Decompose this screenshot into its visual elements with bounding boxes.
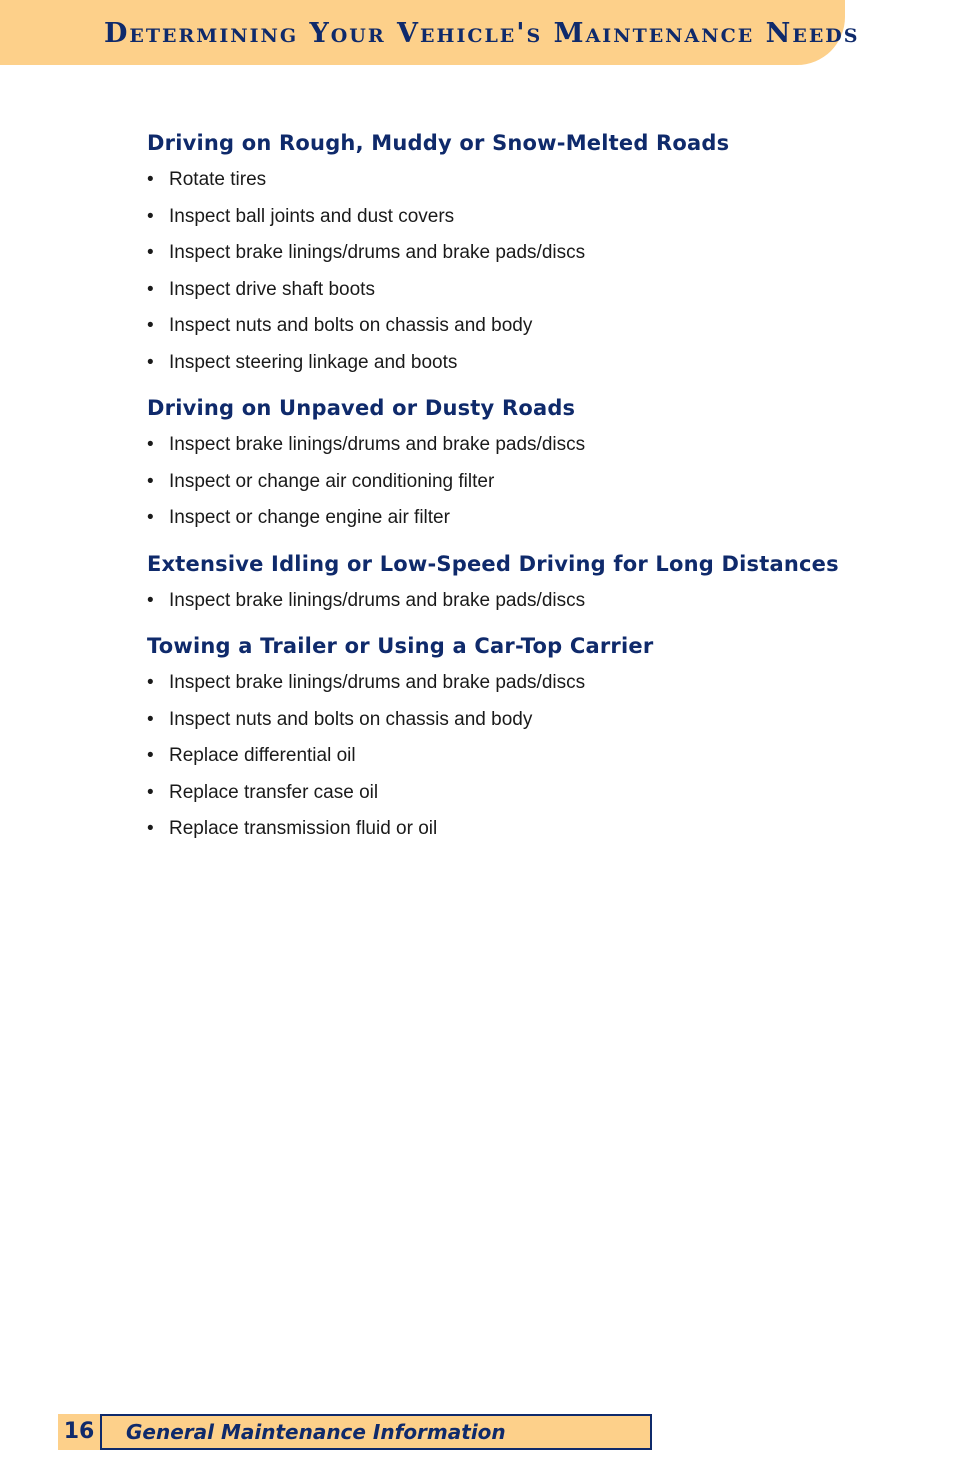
item-list [147, 162, 867, 381]
list-item [147, 235, 867, 272]
list-item [147, 308, 867, 345]
bullet-icon [147, 702, 169, 739]
section-heading: Driving on Rough, Muddy or Snow-Melted Roads [147, 131, 730, 155]
page-footer [58, 1414, 653, 1450]
bullet-icon [147, 811, 169, 848]
bullet-icon [147, 345, 169, 382]
item-list [147, 583, 867, 620]
list-item-text: Inspect nuts and bolts on chassis and body [169, 708, 533, 730]
list-item-text: Inspect brake linings/drums and brake pads/discs [169, 672, 586, 693]
list-item-text: Inspect ball joints and dust covers [169, 205, 455, 227]
bullet-icon [147, 665, 169, 702]
bullet-icon [147, 235, 169, 272]
section-rough-roads [147, 124, 867, 381]
list-item-text: Inspect or change air conditioning filter [169, 470, 495, 492]
list-item [147, 811, 867, 848]
bullet-icon [147, 464, 169, 501]
list-item-text: Replace transmission fluid or oil [169, 818, 438, 839]
bullet-icon [147, 272, 169, 309]
list-item [147, 738, 867, 775]
list-item-text: Inspect drive shaft boots [169, 278, 375, 300]
section-idling [147, 545, 867, 620]
section-heading: Extensive Idling or Low-Speed Driving for Long Distances [147, 551, 839, 576]
main-content [147, 124, 867, 848]
list-item [147, 583, 867, 620]
footer-section-label: General Maintenance Information [126, 1420, 506, 1444]
page-number: 16 [58, 1414, 100, 1450]
bullet-icon [147, 199, 169, 236]
list-item [147, 665, 867, 702]
item-list [147, 665, 867, 848]
bullet-icon [147, 583, 169, 620]
bullet-icon [147, 427, 169, 464]
page-title: Determining Your Vehicle's Maintenance Needs [104, 18, 860, 49]
list-item [147, 345, 867, 382]
section-heading: Towing a Trailer or Using a Car-Top Carrier [147, 634, 654, 658]
list-item [147, 199, 867, 236]
bullet-icon [147, 738, 169, 775]
list-item [147, 272, 867, 309]
section-dusty-roads [147, 389, 867, 537]
list-item-text: Inspect steering linkage and boots [169, 351, 458, 373]
section-heading: Driving on Unpaved or Dusty Roads [147, 396, 576, 420]
list-item-text: Inspect nuts and bolts on chassis and body [169, 315, 533, 336]
section-towing [147, 627, 867, 848]
list-item [147, 162, 867, 199]
bullet-icon [147, 775, 169, 812]
list-item-text: Replace differential oil [169, 745, 356, 766]
list-item-text: Inspect or change engine air filter [169, 507, 450, 528]
list-item [147, 427, 867, 464]
list-item-text: Inspect brake linings/drums and brake pads/discs [169, 242, 586, 263]
bullet-icon [147, 162, 169, 199]
bullet-icon [147, 500, 169, 537]
list-item [147, 702, 867, 739]
list-item [147, 464, 867, 501]
list-item-text: Inspect brake linings/drums and brake pads/discs [169, 434, 586, 455]
bullet-icon [147, 308, 169, 345]
item-list [147, 427, 867, 537]
header-band [0, 0, 860, 65]
list-item [147, 500, 867, 537]
list-item-text: Inspect brake linings/drums and brake pads/discs [169, 589, 586, 611]
footer-bar [102, 1414, 652, 1450]
list-item [147, 775, 867, 812]
list-item-text: Rotate tires [169, 169, 267, 190]
list-item-text: Replace transfer case oil [169, 781, 379, 803]
